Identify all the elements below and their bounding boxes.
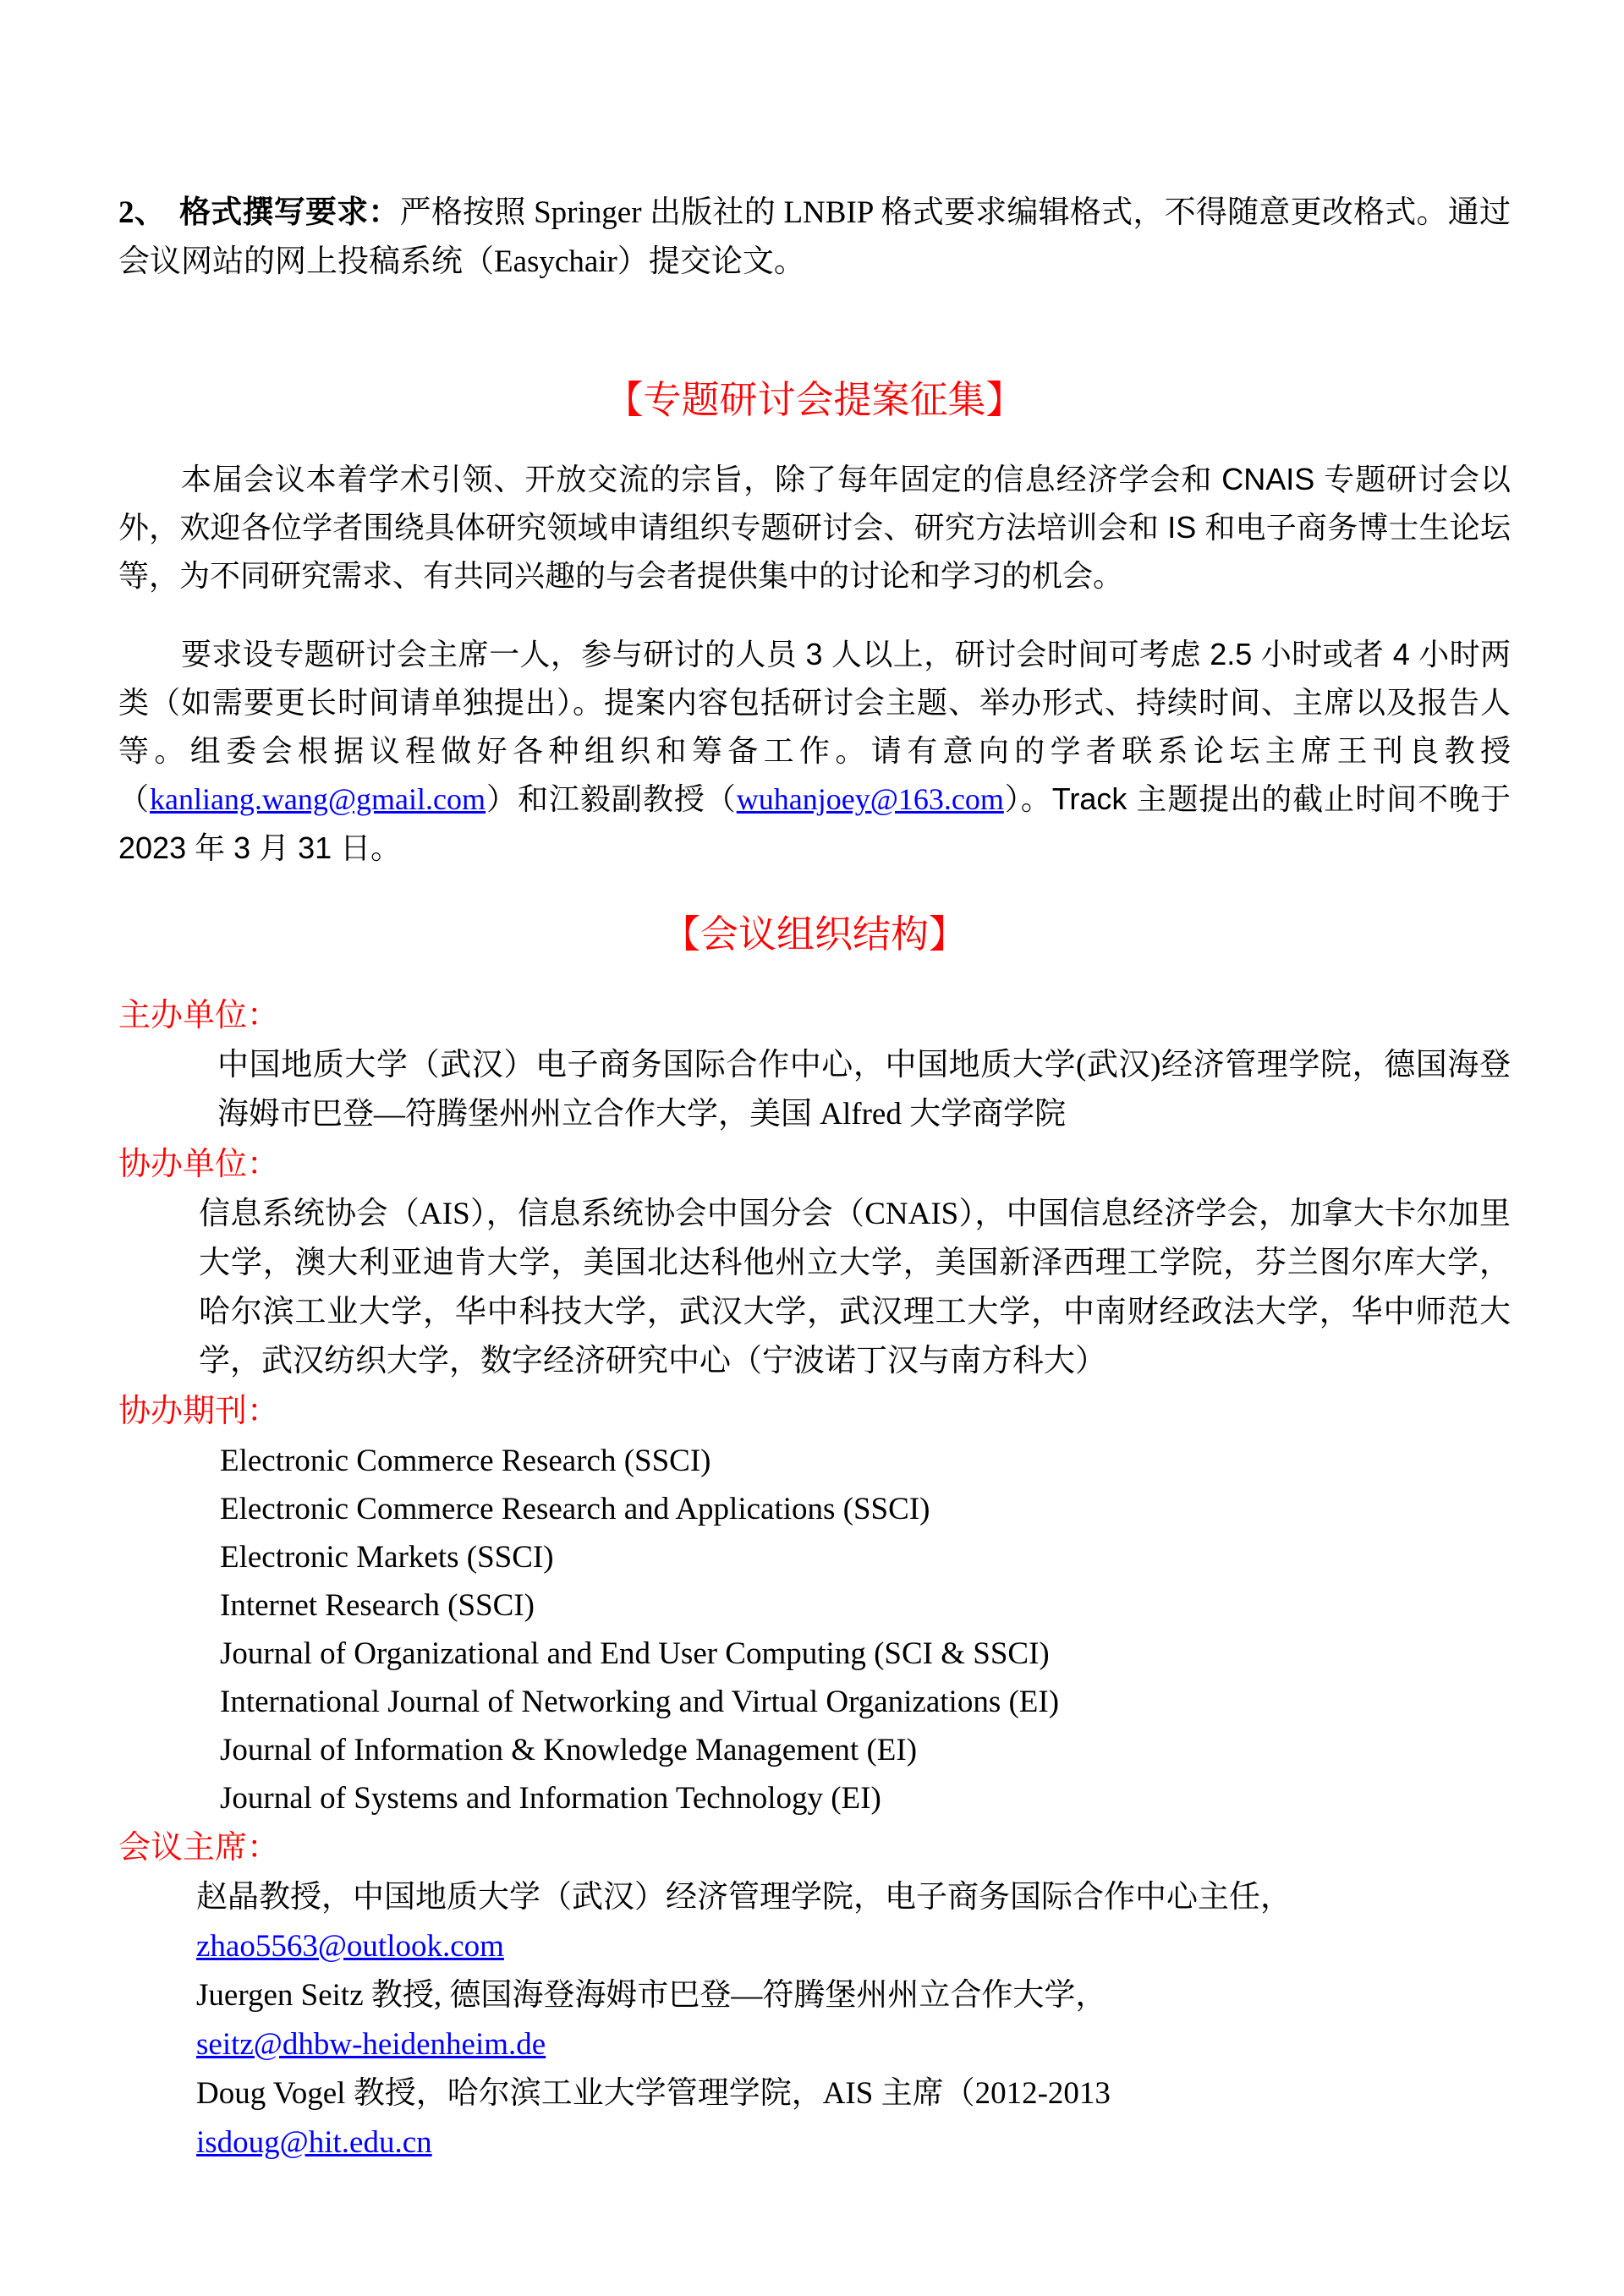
track-details-part1: 要求设专题研讨会主席一人，参与研讨的人员 3 人以上，研讨会时间可考虑 2.5 小时或者 4 小时两类（如需要更长时间请单独提出）。提案内容包括研讨会主题、举办形式、持续时间、主席以及报告人等。组委会根据议程做好各种组织和筹备工作。请有意向的学者联系论坛主席王刊良教授（ (118, 637, 1511, 817)
chair-description: 赵晶教授，中国地质大学（武汉）经济管理学院，电子商务国际合作中心主任， (196, 1879, 1292, 1915)
hosts-text: 中国地质大学（武汉）电子商务国际合作中心，中国地质大学(武汉)经济管理学院，德国海登海姆市巴登—符腾堡州州立合作大学，美国 Alfred 大学商学院 (217, 1047, 1511, 1132)
journal-item: Internet Research (SSCI) (220, 1587, 535, 1623)
item-number: 2、 (118, 195, 166, 230)
format-requirements-label: 格式撰写要求： (178, 195, 400, 230)
journal-item: International Journal of Networking and Virtual Organizations (EI) (220, 1684, 1060, 1719)
email-link-kanliang[interactable]: kanliang.wang@gmail.com (149, 782, 486, 817)
journal-item: Electronic Commerce Research and Applications (SSCI) (220, 1491, 930, 1526)
email-link-wuhanjoey[interactable]: wuhanjoey@163.com (736, 782, 1004, 817)
section-heading-organization: 【会议组织结构】 (661, 913, 967, 956)
chair-entry (196, 2069, 1511, 2167)
journal-item: Electronic Commerce Research (SSCI) (220, 1443, 711, 1478)
journal-item: Journal of Information & Knowledge Management (EI) (220, 1732, 918, 1767)
track-intro-paragraph: 本届会议本着学术引领、开放交流的宗旨，除了每年固定的信息经济学会和 CNAIS 专题研讨会以外，欢迎各位学者围绕具体研究领域申请组织专题研讨会、研究方法培训会和 IS 和电子商务博士生论坛等，为不同研究需求、有共同兴趣的与会者提供集中的讨论和学习的机会。 (118, 462, 1511, 594)
email-link-isdoug[interactable]: isdoug@hit.edu.cn (196, 2124, 432, 2160)
format-requirements-text: 严格按照 Springer 出版社的 LNBIP 格式要求编辑格式，不得随意更改格式。通过会议网站的网上投稿系统（Easychair）提交论文。 (118, 195, 1512, 279)
journal-item: Journal of Organizational and End User Computing (SCI & SSCI) (220, 1636, 1050, 1671)
chair-entry (196, 1971, 1511, 2069)
track-details-part2: ）和江毅副教授（ (486, 781, 737, 817)
email-link-seitz[interactable]: seitz@dhbw-heidenheim.de (196, 2026, 546, 2062)
email-link-zhao[interactable]: zhao5563@outlook.com (196, 1928, 504, 1964)
journal-item: Electronic Markets (SSCI) (220, 1539, 554, 1575)
chair-entry (196, 1873, 1511, 1971)
format-requirements-item (118, 189, 1511, 287)
section-heading-track-proposals: 【专题研讨会提案征集】 (605, 379, 1024, 421)
journal-item: Journal of Systems and Information Technology (EI) (220, 1780, 881, 1816)
hosts-label: 主办单位： (118, 997, 280, 1033)
track-details-part3: ）。Track 主题提出的截止时间不晚于 2023 年 3 月 31 日。 (118, 781, 1511, 866)
journals-label: 协办期刊： (118, 1393, 280, 1429)
cohosts-label: 协办单位： (118, 1146, 280, 1182)
chair-description: Doug Vogel 教授，哈尔滨工业大学管理学院，AIS 主席（2012-2013 (196, 2075, 1111, 2111)
cohosts-text: 信息系统协会（AIS），信息系统协会中国分会（CNAIS），中国信息经济学会，加拿大卡尔加里大学，澳大利亚迪肯大学，美国北达科他州立大学，美国新泽西理工学院，芬兰图尔库大学，哈尔滨工业大学，华中科技大学，武汉大学，武汉理工大学，中南财经政法大学，华中师范大学，武汉纺织大学，数字经济研究中心（宁波诺丁汉与南方科大） (199, 1196, 1511, 1378)
chairs-label: 会议主席： (118, 1829, 280, 1866)
track-details-paragraph (118, 630, 1511, 872)
chair-description: Juergen Seitz 教授, 德国海登海姆市巴登—符腾堡州州立合作大学， (196, 1977, 1107, 2013)
